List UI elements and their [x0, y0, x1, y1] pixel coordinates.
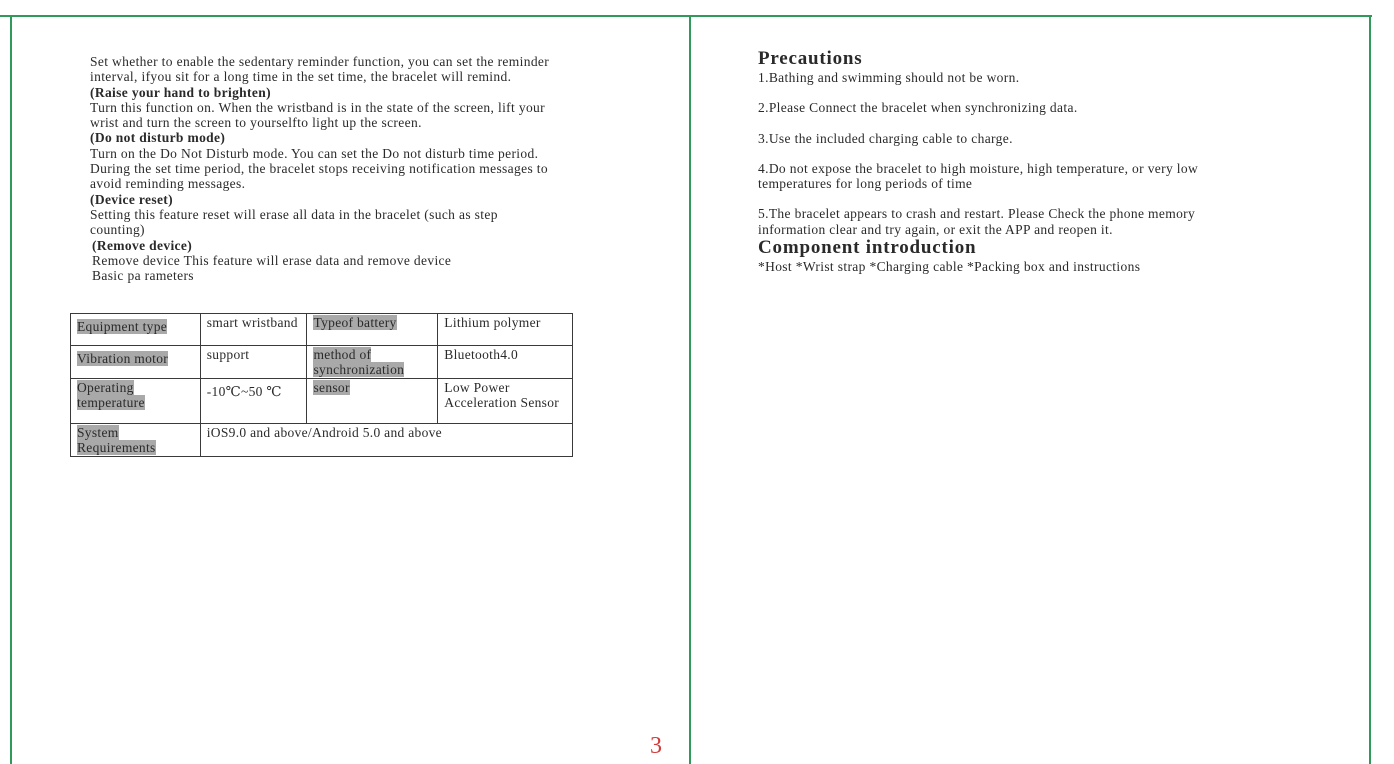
battery-label: Typeof battery — [313, 315, 397, 330]
table-cell-label — [71, 346, 201, 379]
body-line: Setting this feature reset will erase all data in the bracelet (such as step — [90, 206, 498, 222]
precaution-item: 2.Please Connect the bracelet when synchronizing data. — [758, 100, 1078, 116]
sync-label: method of synchronization — [313, 347, 405, 377]
left-page — [12, 0, 690, 764]
precaution-item: 5.The bracelet appears to crash and restart. Please Check the phone memory — [758, 206, 1196, 222]
system-requirements-value: iOS9.0 and above/Android 5.0 and above — [200, 424, 572, 457]
table-cell-label — [71, 314, 201, 346]
precaution-item: temperatures for long periods of time — [758, 176, 973, 192]
component-introduction-title: Component introduction — [758, 237, 977, 259]
spacer — [758, 146, 1358, 161]
settings-description — [90, 54, 650, 283]
do-not-disturb-heading: (Do not disturb mode) — [90, 130, 226, 146]
table-row — [71, 424, 573, 457]
remove-device-heading: (Remove device) — [92, 237, 193, 253]
vibration-label: Vibration motor — [77, 351, 169, 366]
precaution-item: information clear and try again, or exit the APP and reopen it. — [758, 221, 1113, 237]
sensor-label: sensor — [313, 380, 350, 395]
body-line: Turn this function on. When the wristband is in the state of the screen, lift your — [90, 99, 546, 115]
body-line: counting) — [90, 222, 145, 238]
spacer — [758, 85, 1358, 100]
table-cell-label — [307, 346, 438, 379]
body-line: wrist and turn the screen to yourselfto light up the screen. — [90, 115, 422, 131]
precautions-title: Precautions — [758, 48, 863, 69]
page-number: 3 — [650, 733, 662, 759]
table-row — [71, 346, 573, 379]
table-cell-label — [71, 379, 201, 424]
precaution-item: 1.Bathing and swimming should not be worn. — [758, 70, 1020, 85]
table-cell-label — [307, 314, 438, 346]
precaution-item: 4.Do not expose the bracelet to high moisture, high temperature, or very low — [758, 160, 1199, 176]
equipment-type-value: smart wristband — [200, 314, 307, 346]
parameters-table — [70, 313, 573, 457]
component-list: *Host *Wrist strap *Charging cable *Packing box and instructions — [758, 259, 1141, 275]
body-line: avoid reminding messages. — [90, 176, 246, 192]
table-cell-label — [71, 424, 201, 457]
battery-value: Lithium polymer — [438, 314, 573, 346]
precautions-section — [758, 48, 1358, 274]
body-line: interval, ifyou sit for a long time in the set time, the bracelet will remind. — [90, 69, 512, 85]
device-reset-heading: (Device reset) — [90, 191, 173, 207]
table-row — [71, 379, 573, 424]
operating-temperature-label: Operating temperature — [77, 380, 145, 410]
table-cell-label — [307, 379, 438, 424]
vibration-value: support — [200, 346, 307, 379]
basic-parameters-label: Basic pa rameters — [92, 268, 194, 284]
body-line: During the set time period, the bracelet stops receiving notification messages to — [90, 161, 548, 177]
body-line: Remove device This feature will erase data and remove device — [92, 252, 452, 268]
sync-value: Bluetooth4.0 — [438, 346, 573, 379]
right-page — [692, 0, 1370, 764]
body-line: Turn on the Do Not Disturb mode. You can set the Do not disturb time period. — [90, 145, 539, 161]
system-requirements-label: System Requirements — [77, 425, 156, 455]
spacer — [758, 191, 1358, 206]
operating-temperature-value: -10℃~50 ℃ — [200, 379, 307, 424]
raise-hand-heading: (Raise your hand to brighten) — [90, 84, 271, 100]
equipment-type-label: Equipment type — [77, 319, 168, 334]
body-line: Set whether to enable the sedentary reminder function, you can set the reminder — [90, 54, 550, 69]
precaution-item: 3.Use the included charging cable to charge. — [758, 130, 1013, 146]
sensor-value: Low Power Acceleration Sensor — [438, 379, 573, 424]
table-row — [71, 314, 573, 346]
spacer — [758, 116, 1358, 131]
